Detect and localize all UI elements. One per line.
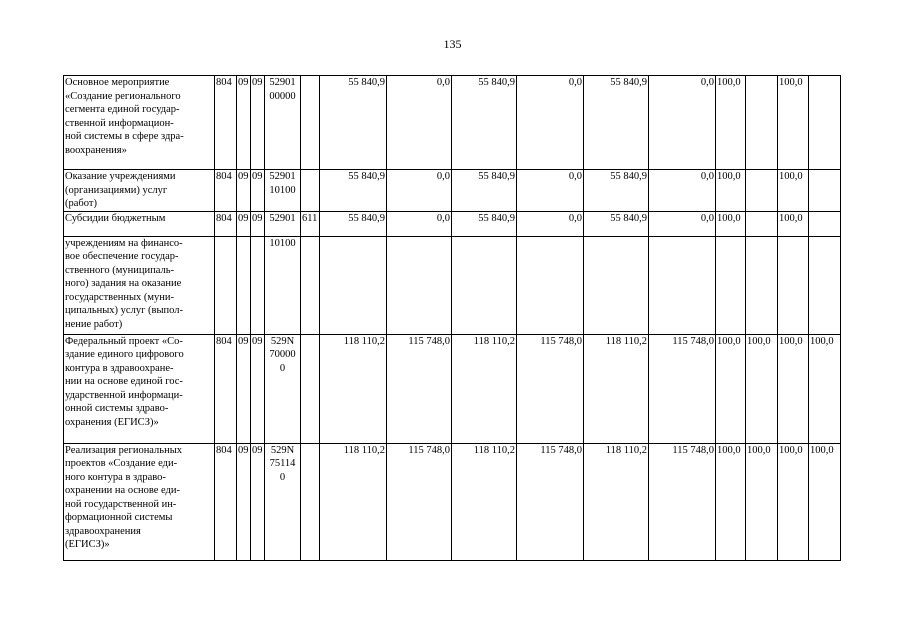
subsection-cell: 09 [251,211,265,236]
percent-cell [716,236,746,334]
target-article-line: 0 [279,471,286,483]
percent-cell: 100,0 [716,76,746,170]
item-name-line: охранении на основе еди- [65,485,181,496]
target-article-cell [265,236,301,334]
item-name-cell [64,211,215,236]
item-name-line: формационной системы [65,512,173,523]
amount-cell: 0,0 [649,76,716,170]
amount-cell: 0,0 [649,211,716,236]
item-name-line: ного контура в здраво- [65,471,166,483]
expense-type-cell: 611 [301,211,320,236]
target-article-line: 52901 [269,212,296,224]
percent-cell [778,236,809,334]
amount-cell: 0,0 [387,170,452,212]
percent-cell: 100,0 [778,334,809,443]
target-article-line: 529N [270,444,295,456]
amount-cell: 0,0 [387,211,452,236]
item-name-line: сегмента единой государ- [65,104,180,115]
grbs-cell: 804 [215,211,237,236]
amount-cell: 0,0 [517,76,584,170]
item-name-cell [64,170,215,212]
item-name-line: нение работ) [65,318,123,330]
amount-cell: 118 110,2 [320,334,387,443]
percent-cell: 100,0 [746,443,778,560]
amount-cell: 115 748,0 [387,443,452,560]
expense-type-cell [301,443,320,560]
item-name-cell [64,443,215,560]
item-name-line: здравоохранения [65,525,141,537]
amount-cell [320,236,387,334]
item-name-line: Субсидии бюджетным [65,212,166,224]
page-number: 135 [443,37,462,51]
percent-cell [809,76,841,170]
amount-cell [387,236,452,334]
item-name-line: вое обеспечение государ- [65,251,179,262]
item-name-line: ственного (муниципаль- [65,264,174,276]
target-article-line: 529N [270,335,295,347]
amount-cell: 55 840,9 [452,211,517,236]
target-article-line: 10100 [269,237,296,249]
table-row [64,76,841,170]
item-name-line: охранения (ЕГИСЗ)» [65,416,159,428]
item-name-line: ного) задания на оказание [65,278,182,289]
percent-cell: 100,0 [778,211,809,236]
expense-type-cell [301,76,320,170]
percent-cell [809,236,841,334]
target-article-line: 0 [279,362,286,374]
item-name-line: государственных (муни- [65,291,175,303]
item-name-line: Реализация региональных [65,444,183,456]
target-article-cell [265,76,301,170]
subsection-cell [251,236,265,334]
amount-cell [517,236,584,334]
amount-cell: 55 840,9 [584,170,649,212]
amount-cell: 55 840,9 [584,76,649,170]
item-name-line: контура в здравоохране- [65,362,174,374]
percent-cell: 100,0 [716,211,746,236]
percent-cell [809,170,841,212]
amount-cell: 55 840,9 [584,211,649,236]
expense-type-cell [301,170,320,212]
item-name-line: онной системы здраво- [65,403,169,414]
section-cell: 09 [237,211,251,236]
subsection-cell: 09 [251,443,265,560]
percent-cell [746,76,778,170]
grbs-cell: 804 [215,170,237,212]
amount-cell: 0,0 [387,76,452,170]
amount-cell: 118 110,2 [584,443,649,560]
percent-cell: 100,0 [778,170,809,212]
grbs-cell: 804 [215,443,237,560]
amount-cell: 118 110,2 [320,443,387,560]
amount-cell: 55 840,9 [452,170,517,212]
percent-cell [746,236,778,334]
subsection-cell: 09 [251,334,265,443]
item-name-line: «Создание регионального [65,90,181,102]
percent-cell: 100,0 [778,443,809,560]
target-article-line: 70000 [269,349,296,360]
percent-cell: 100,0 [746,334,778,443]
item-name-cell [64,236,215,334]
percent-cell [746,170,778,212]
target-article-cell [265,211,301,236]
target-article-cell [265,334,301,443]
item-name-line: Основное мероприятие [65,77,170,88]
item-name-line: (организациями) услуг [65,184,168,196]
grbs-cell: 804 [215,334,237,443]
target-article-line: 00000 [269,90,296,102]
amount-cell: 115 748,0 [649,334,716,443]
item-name-cell [64,76,215,170]
budget-table [63,75,841,561]
item-name-line: ной системы в сфере здра- [65,131,184,142]
amount-cell [584,236,649,334]
item-name-line: (работ) [65,198,97,209]
target-article-line: 52901 [269,171,296,182]
percent-cell: 100,0 [809,334,841,443]
item-name-line: (ЕГИСЗ)» [65,539,110,550]
amount-cell [452,236,517,334]
amount-cell: 0,0 [517,170,584,212]
item-name-line: проектов «Создание еди- [65,458,178,469]
percent-cell: 100,0 [778,76,809,170]
grbs-cell: 804 [215,76,237,170]
amount-cell: 115 748,0 [517,334,584,443]
amount-cell: 115 748,0 [649,443,716,560]
target-article-line: 52901 [269,77,296,88]
amount-cell: 118 110,2 [452,443,517,560]
percent-cell: 100,0 [716,170,746,212]
item-name-line: здание единого цифрового [65,349,184,360]
target-article-cell [265,170,301,212]
percent-cell [746,211,778,236]
amount-cell: 118 110,2 [584,334,649,443]
amount-cell: 55 840,9 [320,211,387,236]
percent-cell: 100,0 [716,334,746,443]
item-name-line: Федеральный проект «Со- [65,335,183,347]
target-article-line: 75114 [269,458,296,469]
table-row [64,170,841,212]
section-cell: 09 [237,334,251,443]
target-article-cell [265,443,301,560]
target-article-line: 10100 [269,184,296,196]
section-cell: 09 [237,443,251,560]
amount-cell: 55 840,9 [320,76,387,170]
amount-cell: 0,0 [649,170,716,212]
amount-cell: 115 748,0 [517,443,584,560]
item-name-line: Оказание учреждениями [65,171,176,182]
item-name-line: ной государственной ин- [65,498,177,510]
table-row [64,211,841,236]
grbs-cell [215,236,237,334]
percent-cell: 100,0 [716,443,746,560]
amount-cell: 118 110,2 [452,334,517,443]
table-row [64,236,841,334]
section-cell: 09 [237,170,251,212]
percent-cell: 100,0 [809,443,841,560]
subsection-cell: 09 [251,170,265,212]
amount-cell: 0,0 [517,211,584,236]
item-name-line: учреждениям на финансо- [65,237,183,249]
subsection-cell: 09 [251,76,265,170]
table-row [64,334,841,443]
item-name-cell [64,334,215,443]
item-name-line: нии на основе единой гос- [65,376,183,387]
amount-cell [649,236,716,334]
item-name-line: ственной информацион- [65,117,174,129]
section-cell [237,236,251,334]
amount-cell: 115 748,0 [387,334,452,443]
section-cell: 09 [237,76,251,170]
item-name-line: ципальных) услуг (выпол- [65,305,183,316]
expense-type-cell [301,236,320,334]
table-row [64,443,841,560]
item-name-line: ударственной информаци- [65,389,183,401]
percent-cell [809,211,841,236]
item-name-line: воохранения» [65,144,127,156]
amount-cell: 55 840,9 [320,170,387,212]
amount-cell: 55 840,9 [452,76,517,170]
expense-type-cell [301,334,320,443]
